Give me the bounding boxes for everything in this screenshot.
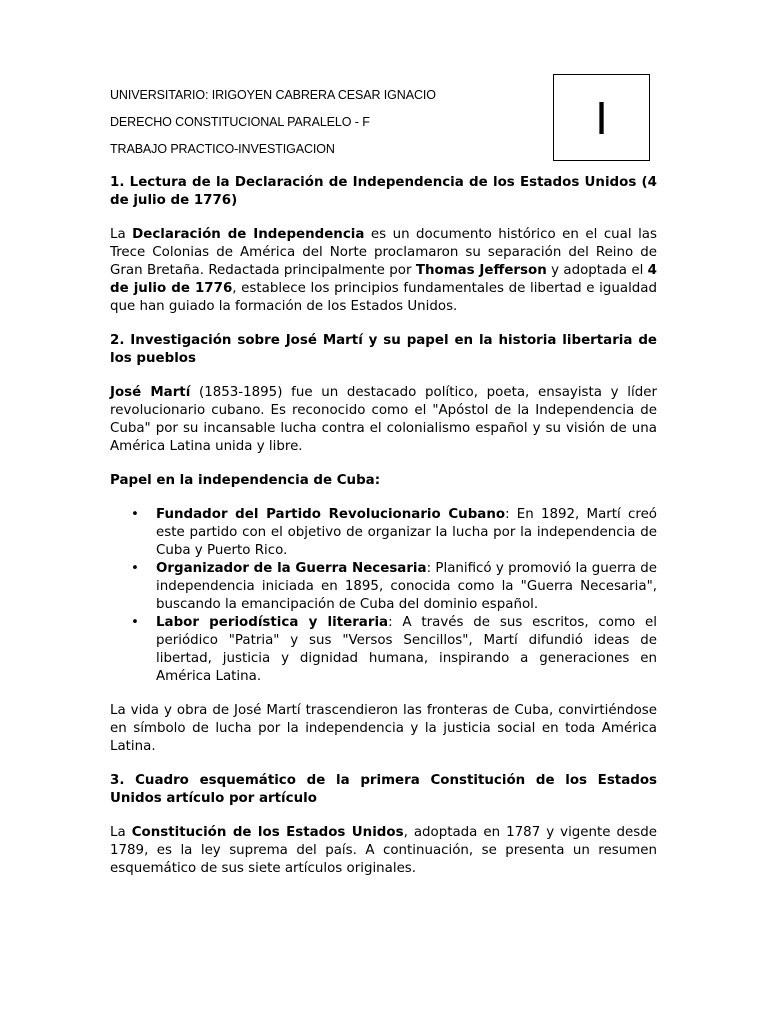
text-run: La <box>110 825 132 840</box>
box-letter: I <box>595 91 608 144</box>
list-item-title: Organizador de la Guerra Necesaria <box>156 561 427 576</box>
letter-box <box>553 74 650 161</box>
bullet-icon: • <box>131 561 139 576</box>
course-line: DERECHO CONSTITUCIONAL PARALELO - F <box>110 115 370 129</box>
section-3-heading: 3. Cuadro esquemático de la primera Constitución de los Estados Unidos artículo por artículo <box>110 773 657 806</box>
list-item <box>131 560 657 614</box>
bold-jose-marti: José Martí <box>110 385 191 400</box>
section-2-heading: 2. Investigación sobre José Martí y su papel en la historia libertaria de los pueblos <box>110 333 657 366</box>
list-item-text: : A través de sus escritos, como el periódico "Patria" y sus "Versos Sencillos", Martí difundió ideas de libertad, justicia y dignidad humana, inspirando a generaciones en América Latina. <box>156 615 658 684</box>
text-run: , establece los principios fundamentales de libertad e igualdad que han guiado la formación de los Estados Unidos. <box>110 281 658 314</box>
list-item <box>131 506 657 560</box>
bullet-icon: • <box>131 615 139 630</box>
section-1-paragraph <box>110 226 657 316</box>
text-run: y adoptada el <box>546 263 648 278</box>
bold-date: 4 de julio de 1776 <box>110 263 657 296</box>
section-2-closing: La vida y obra de José Martí trascendieron las fronteras de Cuba, convirtiéndose en símbolo de lucha por la independencia y la justicia social en toda América Latina. <box>110 703 657 754</box>
section-3-paragraph <box>110 824 657 878</box>
text-run: (1853-1895) fue un destacado político, poeta, ensayista y líder revolucionario cubano. Es reconocido como el "Apóstol de la Independencia de Cuba" por su incansable lucha contra el colonialismo español y su visión de una América Latina unida y libre. <box>110 385 657 454</box>
list-item <box>131 614 658 686</box>
section-1-heading: 1. Lectura de la Declaración de Independencia de los Estados Unidos (4 de julio de 1776) <box>110 175 657 208</box>
text-run: , adoptada en 1787 y vigente desde 1789, es la ley suprema del país. A continuación, se presenta un resumen esquemático de sus siete artículos originales. <box>110 825 657 876</box>
list-item-text: : En 1892, Martí creó este partido con el objetivo de organizar la lucha por la independencia de Cuba y Puerto Rico. <box>156 507 657 558</box>
text-run: es un documento histórico en el cual las Trece Colonias de América del Norte proclamaron su separación del Reino de Gran Bretaña. Redactada principalmente por <box>110 227 657 278</box>
section-2-subheading: Papel en la independencia de Cuba: <box>110 473 381 488</box>
assignment-line: TRABAJO PRACTICO-INVESTIGACION <box>110 142 335 156</box>
section-2-intro <box>110 384 657 456</box>
list-item-title: Fundador del Partido Revolucionario Cubano <box>156 507 506 522</box>
list-item-text: : Planificó y promovió la guerra de independencia iniciada en 1895, conocida como la "Guerra Necesaria", buscando la emancipación de Cuba del dominio español. <box>156 561 657 612</box>
bullet-icon: • <box>131 507 139 522</box>
bold-jefferson: Thomas Jefferson <box>415 263 547 278</box>
document-body <box>110 174 657 894</box>
list-item-title: Labor periodística y literaria <box>156 615 389 630</box>
bold-declaracion: Declaración de Independencia <box>132 227 365 242</box>
bullet-list <box>110 506 657 686</box>
text-run: La <box>110 227 133 242</box>
student-name-line: UNIVERSITARIO: IRIGOYEN CABRERA CESAR IGNACIO <box>110 88 436 102</box>
bold-constitucion: Constitución de los Estados Unidos <box>131 825 404 840</box>
